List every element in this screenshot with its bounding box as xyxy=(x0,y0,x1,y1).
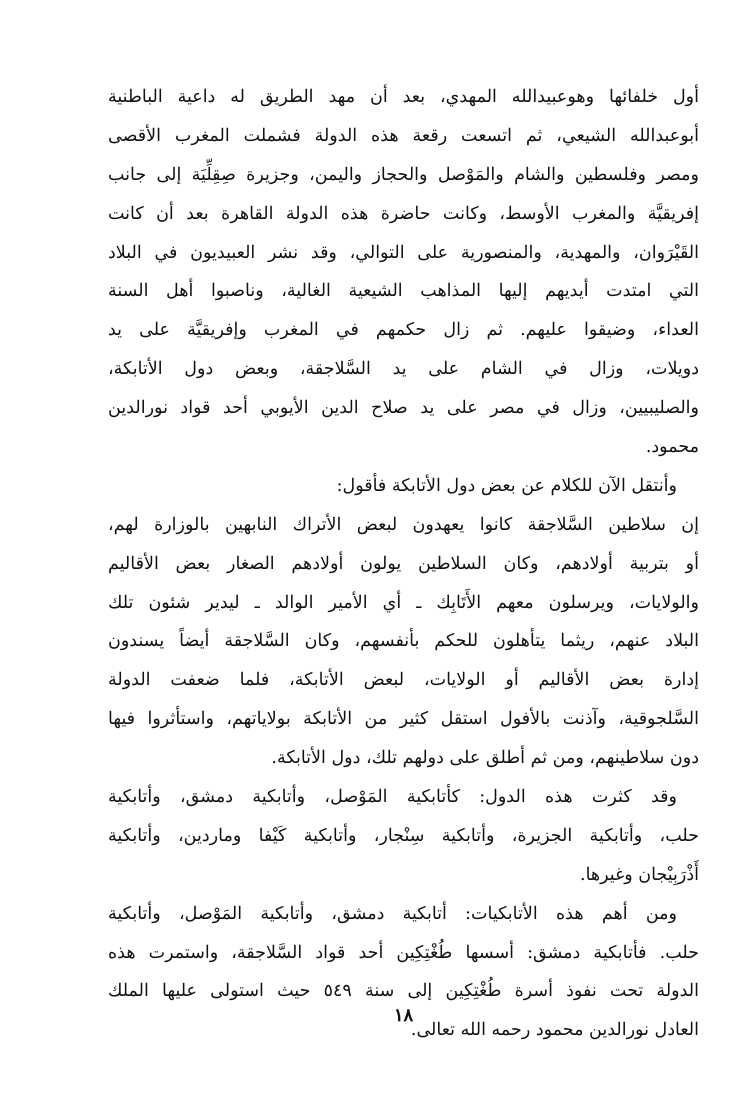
text-line: التي امتدت أيديهم إليها المذاهب الشيعية الغالية، وناصبوا أهل السنة xyxy=(108,281,699,302)
text-line: دويلات، وزال في الشام على يد السَّلاجقة، وبعض دول الأتابكة، xyxy=(108,359,699,380)
text-line: إفريقيَّة والمغرب الأوسط، وكانت حاضرة هذه الدولة القاهرة بعد أن كانت xyxy=(108,203,699,224)
text-line: دون سلاطينهم، ومن ثم أطلق على دولهم تلك، دول الأتابكة. xyxy=(271,748,699,769)
text-line: محمود. xyxy=(645,437,699,458)
text-line: حلب، وأتابكية الجزيرة، وأتابكية سِنْجار، وأتابكية كَيْفا وماردين، وأتابكية xyxy=(108,825,699,846)
text-line: العادل نورالدين محمود رحمه الله تعالى. xyxy=(410,1020,699,1041)
text-line: السَّلجوقية، وآذنت بالأفول استقل كثير من الأتابكة بولاياتهم، واستأثروا فيها xyxy=(108,709,699,730)
document-page xyxy=(108,78,699,1041)
text-line: والصليبيين، وزال في مصر على يد صلاح الدين الأيوبي أحد قواد نورالدين xyxy=(108,398,699,419)
text-line: أبوعبدالله الشيعي، ثم اتسعت رقعة هذه الدولة فشملت المغرب الأقصى xyxy=(108,125,699,146)
text-line: وأنتقل الآن للكلام عن بعض دول الأتابكة فأقول: xyxy=(336,475,677,496)
text-line: وقد كثرت هذه الدول: كأتابكية المَوْصل، وأتابكية دمشق، وأتابكية xyxy=(108,787,677,808)
text-line: أو بتربية أولادهم، وكان السلاطين يولون أولادهم الصغار بعض الأقاليم xyxy=(108,553,699,574)
text-line: الدولة تحت نفوذ أسرة طُغْتِكِين إلى سنة ٥٤٩ حيث استولى عليها الملك xyxy=(108,981,699,1002)
page-number: ١٨ xyxy=(393,1005,414,1026)
text-line: إدارة بعض الأقاليم أو الولايات، لبعض الأتابكة، فلما ضعفت الدولة xyxy=(108,670,699,691)
text-line: أول خلفائها وهوعبيدالله المهدي، بعد أن مهد الطريق له داعية الباطنية xyxy=(108,87,699,107)
text-line: أَذْرَبِيْجان وغيرها. xyxy=(580,864,699,885)
text-line: والولايات، ويرسلون معهم الأَتَابِك ـ أي الأمير الوالد ـ ليدير شئون تلك xyxy=(108,592,699,613)
text-line: إن سلاطين السَّلاجقة كانوا يعهدون لبعض الأتراك النابهين بالوزارة لهم، xyxy=(108,514,699,535)
text-line: البلاد عنهم، ريثما يتأهلون للحكم بأنفسهم، وكان السَّلاجقة أيضاً يسندون xyxy=(108,631,699,652)
text-line: القَيْرَوان، والمهدية، والمنصورية على التوالي، وقد نشر العبيديون في البلاد xyxy=(108,242,699,263)
text-line: حلب. فأتابكية دمشق: أسسها طُغْتِكِين أحد قواد السَّلاجقة، واستمرت هذه xyxy=(108,942,699,963)
text-line: العداء، وضيقوا عليهم. ثم زال حكمهم في المغرب وإفريقيَّة على يد xyxy=(108,320,699,341)
text-line: ومصر وفلسطين والشام والمَوْصل والحجاز واليمن، وجزيرة صِقِلِّيَة إلى جانب xyxy=(108,164,699,185)
text-line: ومن أهم هذه الأتابكيات: أتابكية دمشق، وأتابكية المَوْصل، وأتابكية xyxy=(108,903,677,924)
